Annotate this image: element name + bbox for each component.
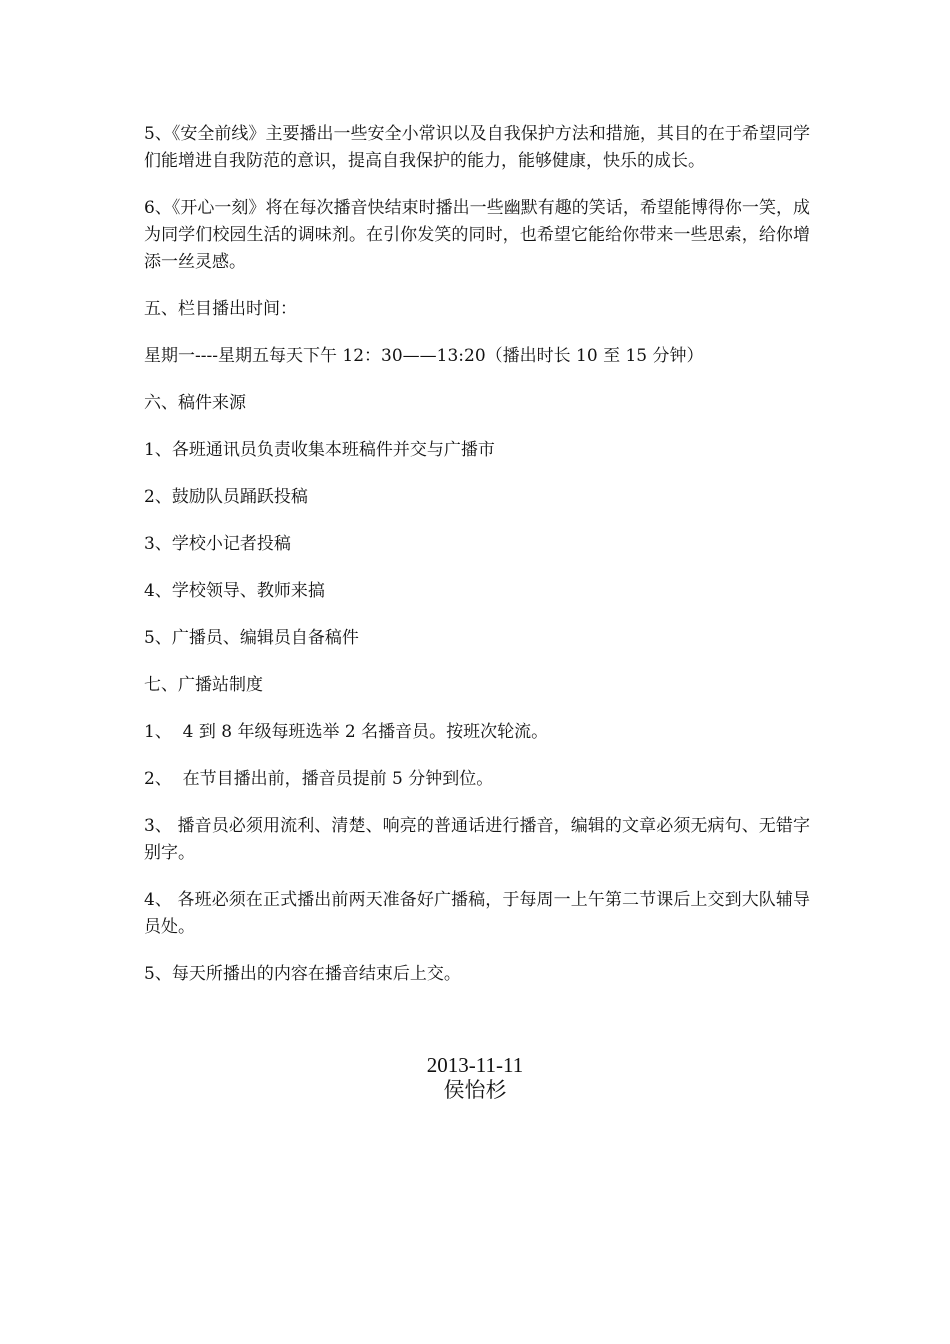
list-item-rule-1: 1、 4 到 8 年级每班选举 2 名播音员。按班次轮流。	[144, 722, 549, 742]
list-item-rule-4: 4、 各班必须在正式播出前两天准备好广播稿，于每周一上午第二节课后上交到大队辅导员处。	[144, 890, 810, 937]
list-item-source-2: 2、鼓励队员踊跃投稿	[144, 487, 308, 507]
list-item-source-5: 5、广播员、编辑员自备稿件	[144, 628, 359, 648]
section-heading-manuscript-source: 六、稿件来源	[144, 393, 246, 413]
list-item-rule-2: 2、 在节目播出前，播音员提前 5 分钟到位。	[144, 769, 494, 789]
list-item-source-4: 4、学校领导、教师来搞	[144, 581, 325, 601]
signature-date: 2013-11-11	[426, 1053, 524, 1077]
list-item-source-3: 3、学校小记者投稿	[144, 534, 291, 554]
paragraph-fun-moment-column: 6、《开心一刻》将在每次播音快结束时播出一些幽默有趣的笑话，希望能博得你一笑，成为同学们校园生活的调味剂。在引你发笑的同时，也希望它能给你带来一些思索，给你增添一丝灵感。	[144, 198, 810, 272]
signature-block	[0, 1053, 950, 1103]
section-heading-station-rules: 七、广播站制度	[144, 675, 263, 695]
list-item-rule-5: 5、每天所播出的内容在播音结束后上交。	[144, 964, 461, 984]
list-item-source-1: 1、各班通讯员负责收集本班稿件并交与广播市	[144, 440, 495, 460]
document-body	[144, 121, 810, 1008]
paragraph-safety-column: 5、《安全前线》主要播出一些安全小常识以及自我保护方法和措施，其目的在于希望同学们能增进自我防范的意识，提高自我保护的能力，能够健康，快乐的成长。	[144, 124, 810, 171]
signature-author: 侯怡杉	[443, 1078, 507, 1102]
section-heading-broadcast-time: 五、栏目播出时间：	[144, 299, 297, 319]
paragraph-broadcast-schedule: 星期一----星期五每天下午 12：30——13:20（播出时长 10 至 15 分钟）	[144, 346, 704, 366]
list-item-rule-3: 3、 播音员必须用流利、清楚、响亮的普通话进行播音，编辑的文章必须无病句、无错字别字。	[144, 816, 810, 863]
